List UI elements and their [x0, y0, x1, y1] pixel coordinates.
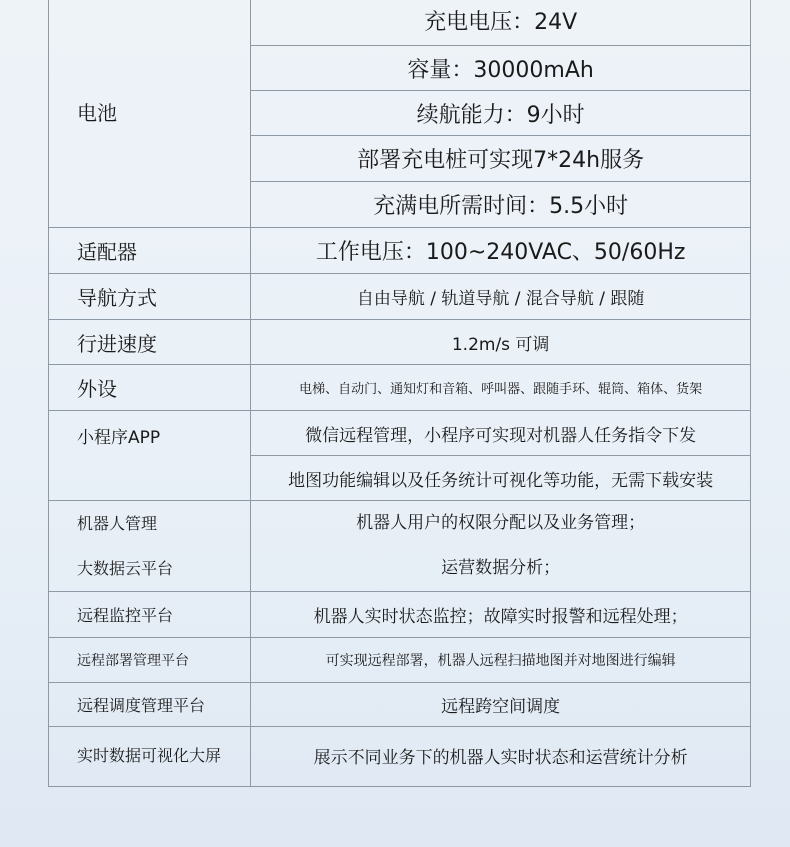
battery-capacity: 容量：30000mAh [251, 46, 751, 91]
battery-charging-pile: 部署充电桩可实现7*24h服务 [251, 136, 751, 182]
adapter-label: 适配器 [49, 228, 251, 274]
robot-management-value-cell [251, 501, 751, 592]
remote-dispatch-label: 远程调度管理平台 [49, 683, 251, 727]
robot-management-value: 机器人用户的权限分配以及业务管理； [356, 513, 646, 533]
peripherals-value: 电梯、自动门、通知灯和音箱、呼叫器、跟随手环、辊筒、箱体、货架 [251, 365, 751, 411]
big-data-cloud-value: 运营数据分析； [441, 558, 561, 578]
realtime-screen-label: 实时数据可视化大屏 [49, 727, 251, 787]
remote-deploy-value: 可实现远程部署，机器人远程扫描地图并对地图进行编辑 [251, 638, 751, 683]
remote-dispatch-value: 远程跨空间调度 [251, 683, 751, 727]
speed-value: 1.2m/s 可调 [251, 320, 751, 365]
adapter-value: 工作电压：100~240VAC、50/60Hz [251, 228, 751, 274]
table-row-remote-dispatch [49, 683, 751, 727]
battery-charge-voltage: 充电电压：24V [251, 0, 751, 46]
peripherals-label: 外设 [49, 365, 251, 411]
navigation-value: 自由导航 / 轨道导航 / 混合导航 / 跟随 [251, 274, 751, 320]
mini-program-value-1: 微信远程管理，小程序可实现对机器人任务指令下发 [251, 411, 751, 456]
table-row-realtime-screen [49, 727, 751, 787]
table-row-adapter [49, 228, 751, 274]
remote-monitor-label: 远程监控平台 [49, 592, 251, 638]
table-row-remote-monitor [49, 592, 751, 638]
battery-full-charge-time: 充满电所需时间：5.5小时 [251, 182, 751, 228]
table-row-mini-program-1 [49, 411, 751, 456]
table-row-remote-deploy [49, 638, 751, 683]
mini-program-value-2: 地图功能编辑以及任务统计可视化等功能，无需下载安装 [251, 456, 751, 501]
table-row-speed [49, 320, 751, 365]
big-data-cloud-label: 大数据云平台 [77, 559, 174, 578]
mini-program-label: 小程序APP [49, 411, 251, 501]
table-row-robot-management [49, 501, 751, 592]
realtime-screen-value: 展示不同业务下的机器人实时状态和运营统计分析 [251, 727, 751, 787]
robot-management-label: 机器人管理 [77, 514, 158, 533]
table-row-peripherals [49, 365, 751, 411]
spec-table [48, 0, 751, 787]
battery-label: 电池 [49, 0, 251, 228]
remote-monitor-value: 机器人实时状态监控；故障实时报警和远程处理； [251, 592, 751, 638]
speed-label: 行进速度 [49, 320, 251, 365]
table-row-navigation [49, 274, 751, 320]
navigation-label: 导航方式 [49, 274, 251, 320]
remote-deploy-label: 远程部署管理平台 [49, 638, 251, 683]
table-row-battery-1 [49, 0, 751, 46]
battery-endurance: 续航能力：9小时 [251, 91, 751, 136]
robot-management-label-cell [49, 501, 251, 592]
